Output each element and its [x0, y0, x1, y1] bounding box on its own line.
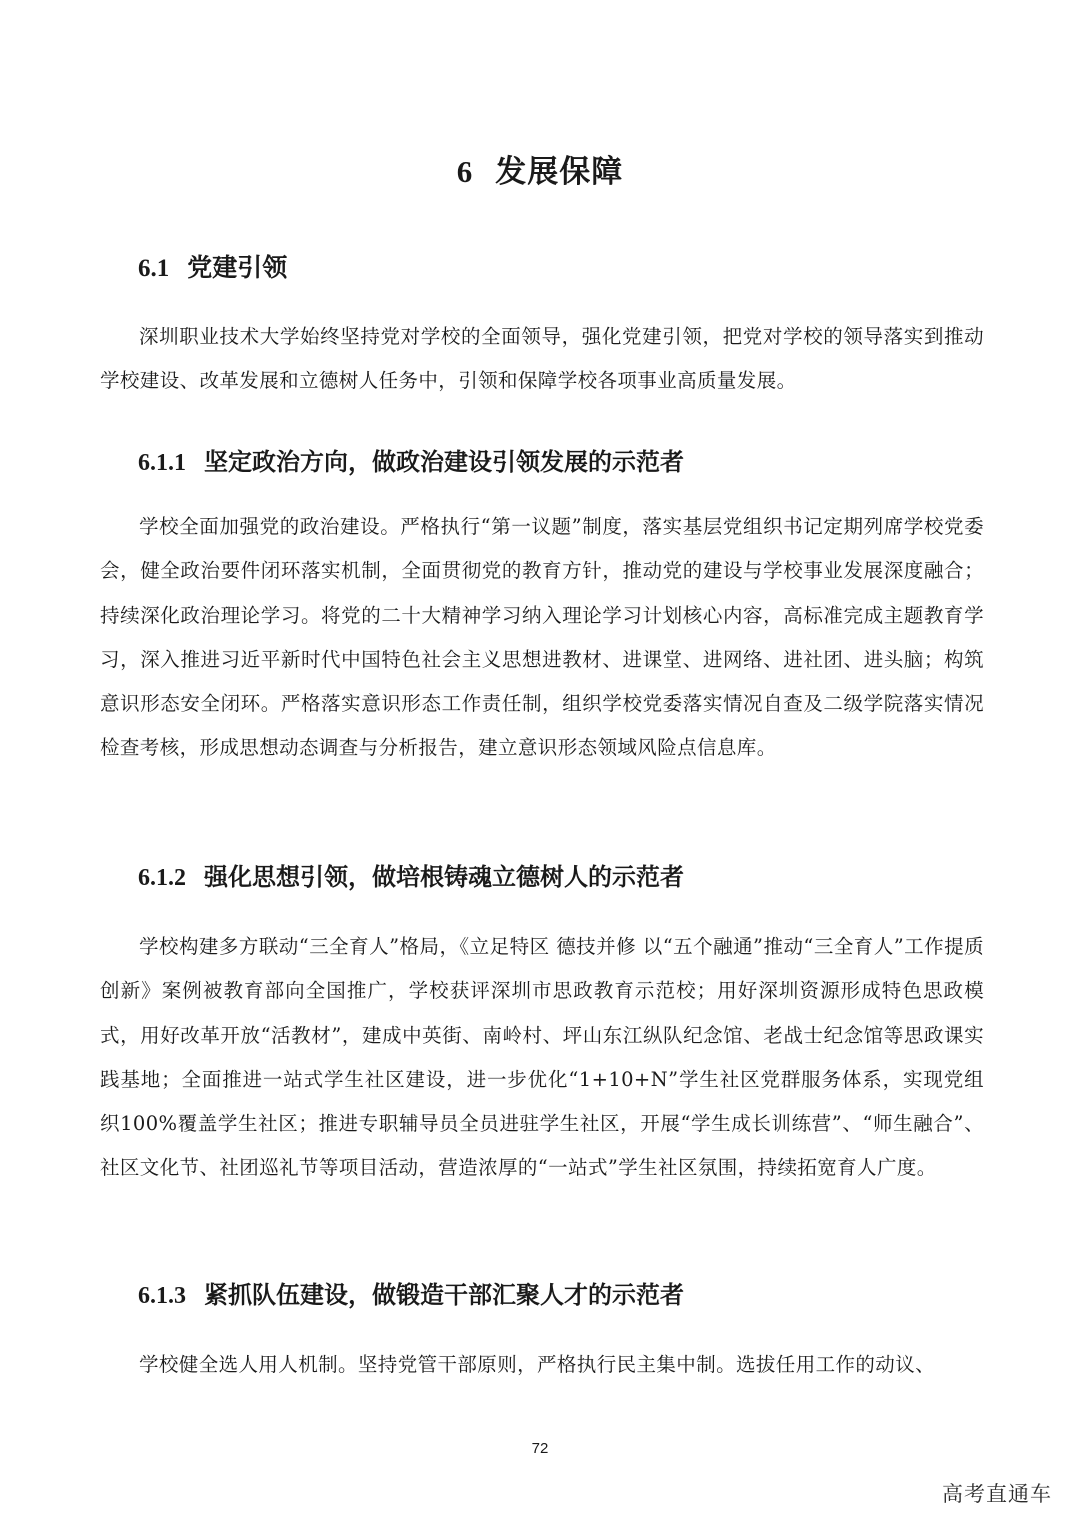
paragraph-6-1-3: 学校健全选人用人机制。坚持党管干部原则，严格执行民主集中制。选拔任用工作的动议、	[139, 1353, 936, 1376]
section-number: 6.1.2	[138, 865, 186, 891]
page-number: 72	[531, 1440, 549, 1457]
source-watermark: 高考直通车	[942, 1482, 1052, 1506]
chapter-number: 6	[456, 154, 474, 189]
paragraph-6-1-1: 学校全面加强党的政治建设。严格执行“第一议题”制度，落实基层党组织书记定期列席学校党委会，健全政治要件闭环落实机制，全面贯彻党的教育方针，推动党的建设与学校事业发展深度融合；持续深化政治理论学习。将党的二十大精神学习纳入理论学习计划核心内容，高标准完成主题教育学习，深入推进习近平新时代中国特色社会主义思想进教材、进课堂、进网络、进社团、进头脑；构筑意识形态安全闭环。严格落实意识形态工作责任制，组织学校党委落实情况自查及二级学院落实情况检查考核，形成思想动态调查与分析报告，建立意识形态领域风险点信息库。	[100, 515, 984, 760]
section-heading-6-1-2	[138, 857, 684, 892]
section-heading-6-1	[138, 248, 287, 284]
section-title: 党建引领	[187, 253, 288, 282]
section-title: 紧抓队伍建设，做锻造干部汇聚人才的示范者	[204, 1281, 684, 1309]
chapter-title	[0, 146, 1080, 191]
paragraph-6-1: 深圳职业技术大学始终坚持党对学校的全面领导，强化党建引领，把党对学校的领导落实到推动学校建设、改革发展和立德树人任务中，引领和保障学校各项事业高质量发展。	[100, 325, 984, 393]
section-title: 强化思想引领，做培根铸魂立德树人的示范者	[204, 863, 684, 891]
section-title: 坚定政治方向，做政治建设引领发展的示范者	[204, 448, 684, 476]
section-heading-6-1-3	[138, 1275, 684, 1310]
section-heading-6-1-1	[138, 442, 684, 477]
section-number: 6.1.1	[138, 450, 186, 476]
paragraph-6-1-2: 学校构建多方联动“三全育人”格局，《立足特区 德技并修 以“五个融通”推动“三全育人”工作提质创新》案例被教育部向全国推广，学校获评深圳市思政教育示范校；用好深圳资源形成特色思政模式，用好改革开放“活教材”，建成中英街、南岭村、坪山东江纵队纪念馆、老战士纪念馆等思政课实践基地；全面推进一站式学生社区建设，进一步优化“1+10+N”学生社区党群服务体系，实现党组织100%覆盖学生社区；推进专职辅导员全员进驻学生社区，开展“学生成长训练营”、“师生融合”、社区文化节、社团巡礼节等项目活动，营造浓厚的“一站式”学生社区氛围，持续拓宽育人广度。	[100, 935, 984, 1180]
section-number: 6.1	[138, 255, 170, 282]
section-number: 6.1.3	[138, 1283, 186, 1309]
chapter-title-text: 发展保障	[495, 154, 624, 190]
